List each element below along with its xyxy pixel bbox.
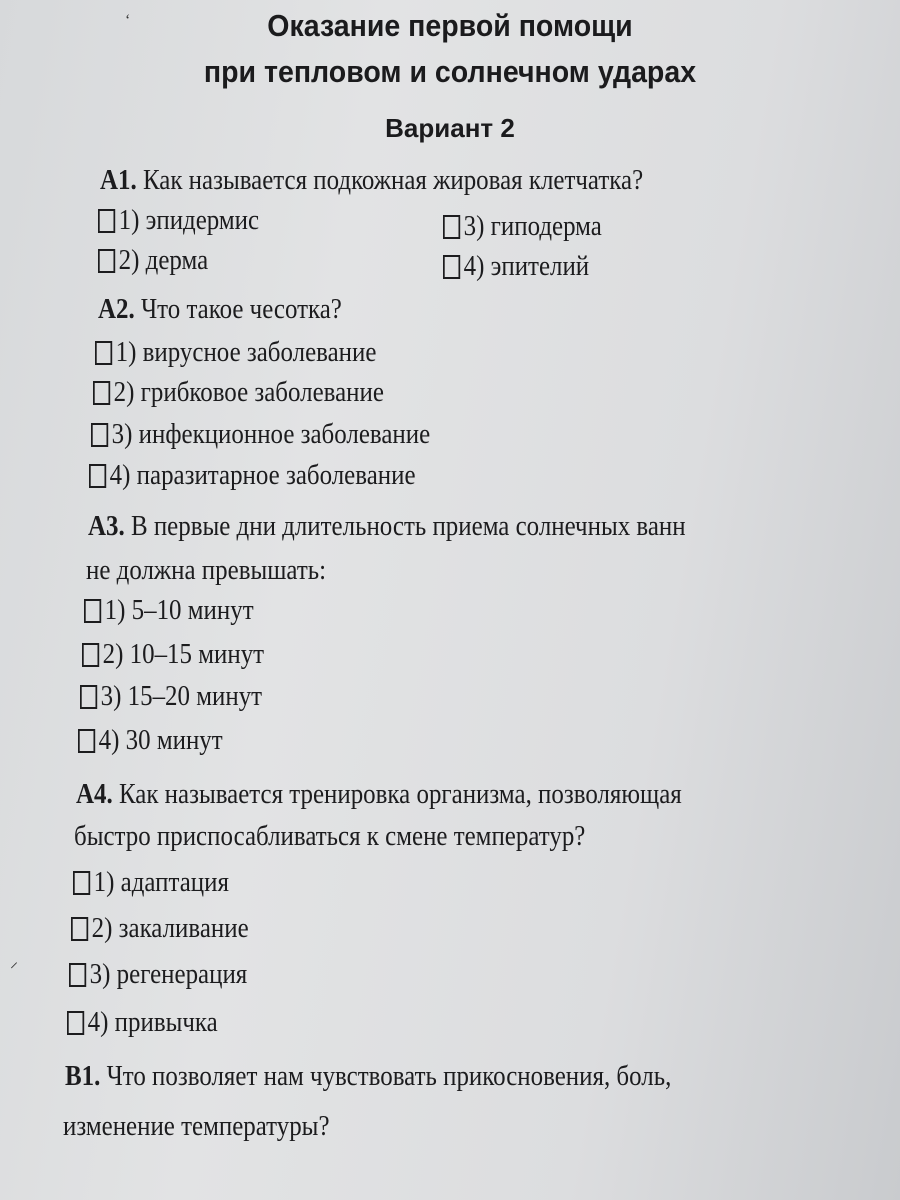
- answer-option[interactable]: [69, 958, 247, 991]
- checkbox[interactable]: [89, 464, 106, 488]
- checkbox[interactable]: [84, 599, 101, 623]
- answer-option[interactable]: [73, 866, 229, 899]
- answer-option[interactable]: [78, 724, 223, 757]
- question-number: А3.: [88, 510, 125, 542]
- question-text: В первые дни длительность приема солнечных ванн: [130, 510, 686, 542]
- checkbox[interactable]: [443, 215, 460, 239]
- checkbox[interactable]: [98, 209, 115, 233]
- question-a4-continued: [74, 820, 585, 853]
- answer-option[interactable]: [93, 376, 384, 409]
- question-text: изменение температуры?: [63, 1110, 330, 1142]
- option-label: 4) эпителий: [463, 250, 590, 282]
- answer-option[interactable]: [89, 459, 416, 492]
- checkbox[interactable]: [71, 917, 88, 941]
- checkbox[interactable]: [98, 249, 115, 273]
- option-label: 4) привычка: [87, 1006, 218, 1038]
- option-label: 3) инфекционное заболевание: [111, 418, 431, 450]
- option-label: 2) закаливание: [91, 912, 249, 944]
- page-title-line-2: при тепловом и солнечном ударах: [203, 54, 697, 89]
- answer-option[interactable]: [91, 418, 430, 451]
- question-text: Что такое чесотка?: [140, 293, 342, 325]
- page-title-line-1: Оказание первой помощи: [267, 8, 633, 43]
- question-text: не должна превышать:: [86, 554, 327, 586]
- checkbox[interactable]: [93, 381, 110, 405]
- checkbox[interactable]: [80, 685, 97, 709]
- question-a1: [100, 164, 643, 197]
- option-label: 2) 10–15 минут: [102, 638, 265, 670]
- option-label: 3) 15–20 минут: [100, 680, 263, 712]
- checkbox[interactable]: [443, 255, 460, 279]
- question-text: Как называется тренировка организма, позволяющая: [118, 778, 682, 810]
- answer-option[interactable]: [80, 680, 262, 713]
- question-b1: [65, 1060, 671, 1093]
- answer-option[interactable]: [82, 638, 264, 671]
- answer-option[interactable]: [98, 204, 259, 237]
- checkbox[interactable]: [82, 643, 99, 667]
- answer-option[interactable]: [443, 210, 602, 243]
- answer-option[interactable]: [95, 336, 376, 369]
- question-a3: [88, 510, 686, 543]
- answer-option[interactable]: [84, 594, 254, 627]
- question-a4: [76, 778, 682, 811]
- option-label: 1) адаптация: [93, 866, 229, 898]
- checkbox[interactable]: [78, 729, 95, 753]
- question-a3-continued: [86, 554, 326, 587]
- option-label: 4) паразитарное заболевание: [109, 459, 416, 491]
- question-number: А1.: [100, 164, 137, 196]
- checkbox[interactable]: [95, 341, 112, 365]
- option-label: 3) регенерация: [89, 958, 248, 990]
- answer-option[interactable]: [71, 912, 249, 945]
- question-number: А4.: [76, 778, 113, 810]
- option-label: 1) 5–10 минут: [104, 594, 254, 626]
- pencil-mark: ‘: [125, 12, 131, 29]
- question-text: быстро приспосабливаться к смене температур?: [74, 820, 586, 852]
- question-text: Что позволяет нам чувствовать прикосновения, боль,: [106, 1060, 672, 1092]
- option-label: 2) грибковое заболевание: [113, 376, 384, 408]
- answer-option[interactable]: [443, 250, 589, 283]
- question-text: Как называется подкожная жировая клетчатка?: [142, 164, 644, 196]
- option-label: 1) вирусное заболевание: [115, 336, 377, 368]
- pencil-mark: ⸝: [10, 954, 19, 971]
- option-label: 4) 30 минут: [98, 724, 223, 756]
- answer-option[interactable]: [98, 244, 208, 277]
- question-number: А2.: [98, 293, 135, 325]
- checkbox[interactable]: [73, 871, 90, 895]
- question-number: В1.: [65, 1060, 101, 1092]
- checkbox[interactable]: [69, 963, 86, 987]
- checkbox[interactable]: [91, 423, 108, 447]
- question-b1-continued: [63, 1110, 330, 1143]
- variant-label: Вариант 2: [385, 113, 515, 143]
- option-label: 1) эпидермис: [118, 204, 260, 236]
- option-label: 2) дерма: [118, 244, 209, 276]
- checkbox[interactable]: [67, 1011, 84, 1035]
- question-a2: [98, 293, 342, 326]
- option-label: 3) гиподерма: [463, 210, 602, 242]
- answer-option[interactable]: [67, 1006, 218, 1039]
